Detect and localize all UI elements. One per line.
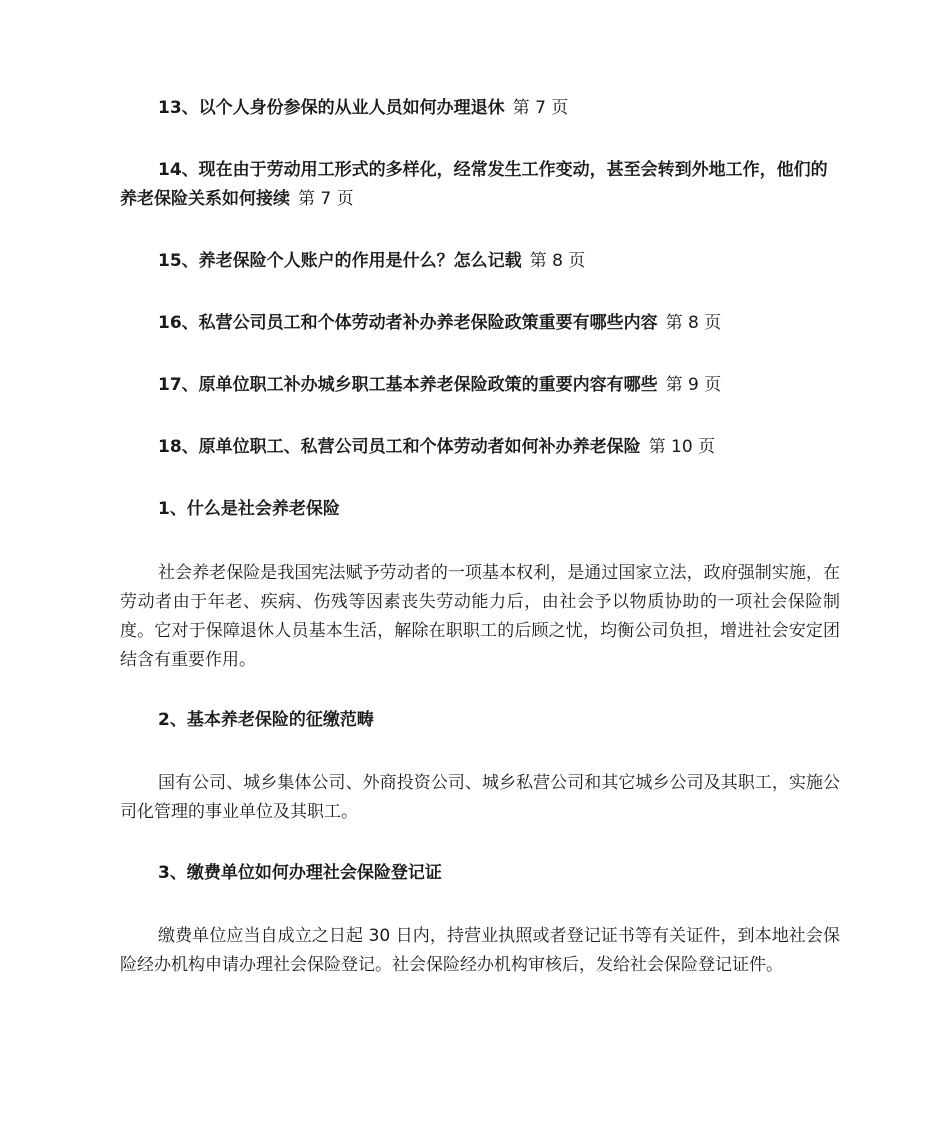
section-body: 国有公司、城乡集体公司、外商投资公司、城乡私营公司和其它城乡公司及其职工，实施公司化管理的事业单位及其职工。 — [120, 773, 840, 822]
toc-entry-page: 第 9 页 — [665, 375, 722, 395]
toc-entry-page: 第 8 页 — [665, 313, 722, 333]
toc-entry-page: 第 10 页 — [648, 437, 716, 457]
toc-entry-14 — [120, 156, 840, 214]
toc-entry-title: 13、以个人身份参保的从业人员如何办理退休 — [158, 98, 505, 118]
toc-entry-17 — [120, 371, 840, 400]
toc-entry-page: 第 7 页 — [298, 189, 354, 209]
section-heading: 1、什么是社会养老保险 — [158, 499, 340, 519]
toc-entry-page: 第 8 页 — [529, 251, 586, 271]
toc-entry-title: 16、私营公司员工和个体劳动者补办养老保险政策重要有哪些内容 — [158, 313, 658, 333]
toc-entry-title: 15、养老保险个人账户的作用是什么？怎么记载 — [158, 251, 522, 271]
toc-entry-title: 18、原单位职工、私营公司员工和个体劳动者如何补办养老保险 — [158, 437, 641, 457]
section-heading: 2、基本养老保险的征缴范畴 — [158, 710, 374, 730]
toc-entry-15 — [120, 247, 840, 276]
section-heading: 3、缴费单位如何办理社会保险登记证 — [158, 863, 442, 883]
toc-entry-16 — [120, 309, 840, 338]
toc-entry-title: 14、现在由于劳动用工形式的多样化，经常发生工作变动，甚至会转到外地工作，他们的养老保险关系如何接续 — [120, 160, 828, 209]
section-body: 缴费单位应当自成立之日起 30 日内，持营业执照或者登记证书等有关证件，到本地社会保险经办机构申请办理社会保险登记。社会保险经办机构审核后，发给社会保险登记证件。 — [120, 926, 840, 975]
toc-entry-13 — [120, 94, 840, 123]
toc-entry-18 — [120, 433, 840, 462]
toc-entry-title: 17、原单位职工补办城乡职工基本养老保险政策的重要内容有哪些 — [158, 375, 658, 395]
toc-entry-page: 第 7 页 — [512, 98, 569, 118]
section-body: 社会养老保险是我国宪法赋予劳动者的一项基本权利，是通过国家立法，政府强制实施，在劳动者由于年老、疾病、伤残等因素丧失劳动能力后，由社会予以物质协助的一项社会保险制度。它对于保障退休人员基本生活，解除在职职工的后顾之忧，均衡公司负担，增进社会安定团结含有重要作用。 — [120, 563, 840, 670]
